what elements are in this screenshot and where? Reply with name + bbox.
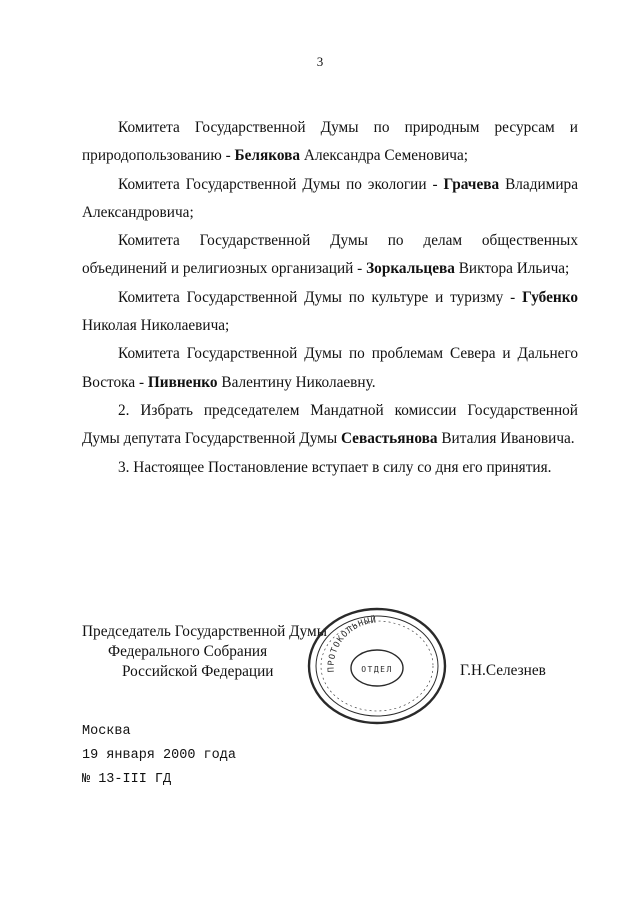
signer-title-line2: Федерального Собрания — [108, 643, 268, 660]
paragraph-text: Валентину Николаевну. — [217, 373, 376, 391]
deputy-surname: Губенко — [522, 288, 578, 306]
paragraph-committee-2 — [82, 171, 578, 228]
signature-block — [82, 622, 327, 682]
paragraph-text: Комитета Государственной Думы по экологии - — [118, 175, 444, 193]
deputy-surname: Грачева — [443, 175, 500, 193]
paragraph-item-2 — [82, 397, 578, 454]
paragraph-committee-1 — [82, 114, 578, 171]
seal-center-text: ОТДЕЛ — [361, 665, 393, 674]
paragraph-text: Виктора Ильича; — [454, 260, 570, 278]
paragraph-committee-5 — [82, 340, 578, 397]
signer-name: Г.Н.Селезнев — [460, 662, 546, 679]
paragraph-text: Александра Семеновича; — [300, 147, 469, 165]
signer-title-line1: Председатель Государственной Думы — [82, 623, 328, 640]
seal-arc-text: ПРОТОКОЛЬНЫЙ — [326, 615, 378, 673]
place-date-block — [82, 720, 236, 792]
paragraph-text: 3. Настоящее Постановление вступает в силу со дня его принятия. — [118, 458, 552, 476]
paragraph-text: Комитета Государственной Думы по делам общественных объединений и религиозных организаций - — [82, 232, 578, 278]
document-date: 19 января 2000 года — [82, 748, 236, 763]
paragraph-text: Владимира Александровича; — [82, 175, 578, 221]
signer-title-line3: Российской Федерации — [122, 663, 274, 680]
paragraph-text: Комитета Государственной Думы по природным ресурсам и природопользованию - — [82, 119, 578, 165]
document-number: № 13-III ГД — [82, 772, 172, 787]
paragraph-text: 2. Избрать председателем Мандатной комиссии Государственной Думы депутата Государственной Думы — [82, 401, 578, 448]
paragraph-committee-3 — [82, 227, 578, 284]
paragraph-committee-4 — [82, 284, 578, 341]
deputy-surname: Севастьянова — [340, 430, 438, 448]
paragraph-text: Виталия Ивановича. — [437, 430, 575, 448]
deputy-surname: Белякова — [234, 147, 301, 165]
paragraph-text: Комитета Государственной Думы по культуре и туризму - — [118, 288, 523, 306]
paragraph-item-3 — [82, 454, 578, 482]
official-seal-stamp — [304, 604, 450, 726]
paragraph-text: Комитета Государственной Думы по проблемам Севера и Дальнего Востока - — [82, 345, 578, 391]
paragraph-text: Николая Николаевича; — [82, 317, 230, 335]
page-number: 3 — [316, 54, 324, 69]
deputy-surname: Зоркальцева — [366, 260, 455, 278]
document-place: Москва — [82, 724, 131, 739]
deputy-surname: Пивненко — [147, 373, 218, 391]
resolution-body — [82, 114, 578, 482]
